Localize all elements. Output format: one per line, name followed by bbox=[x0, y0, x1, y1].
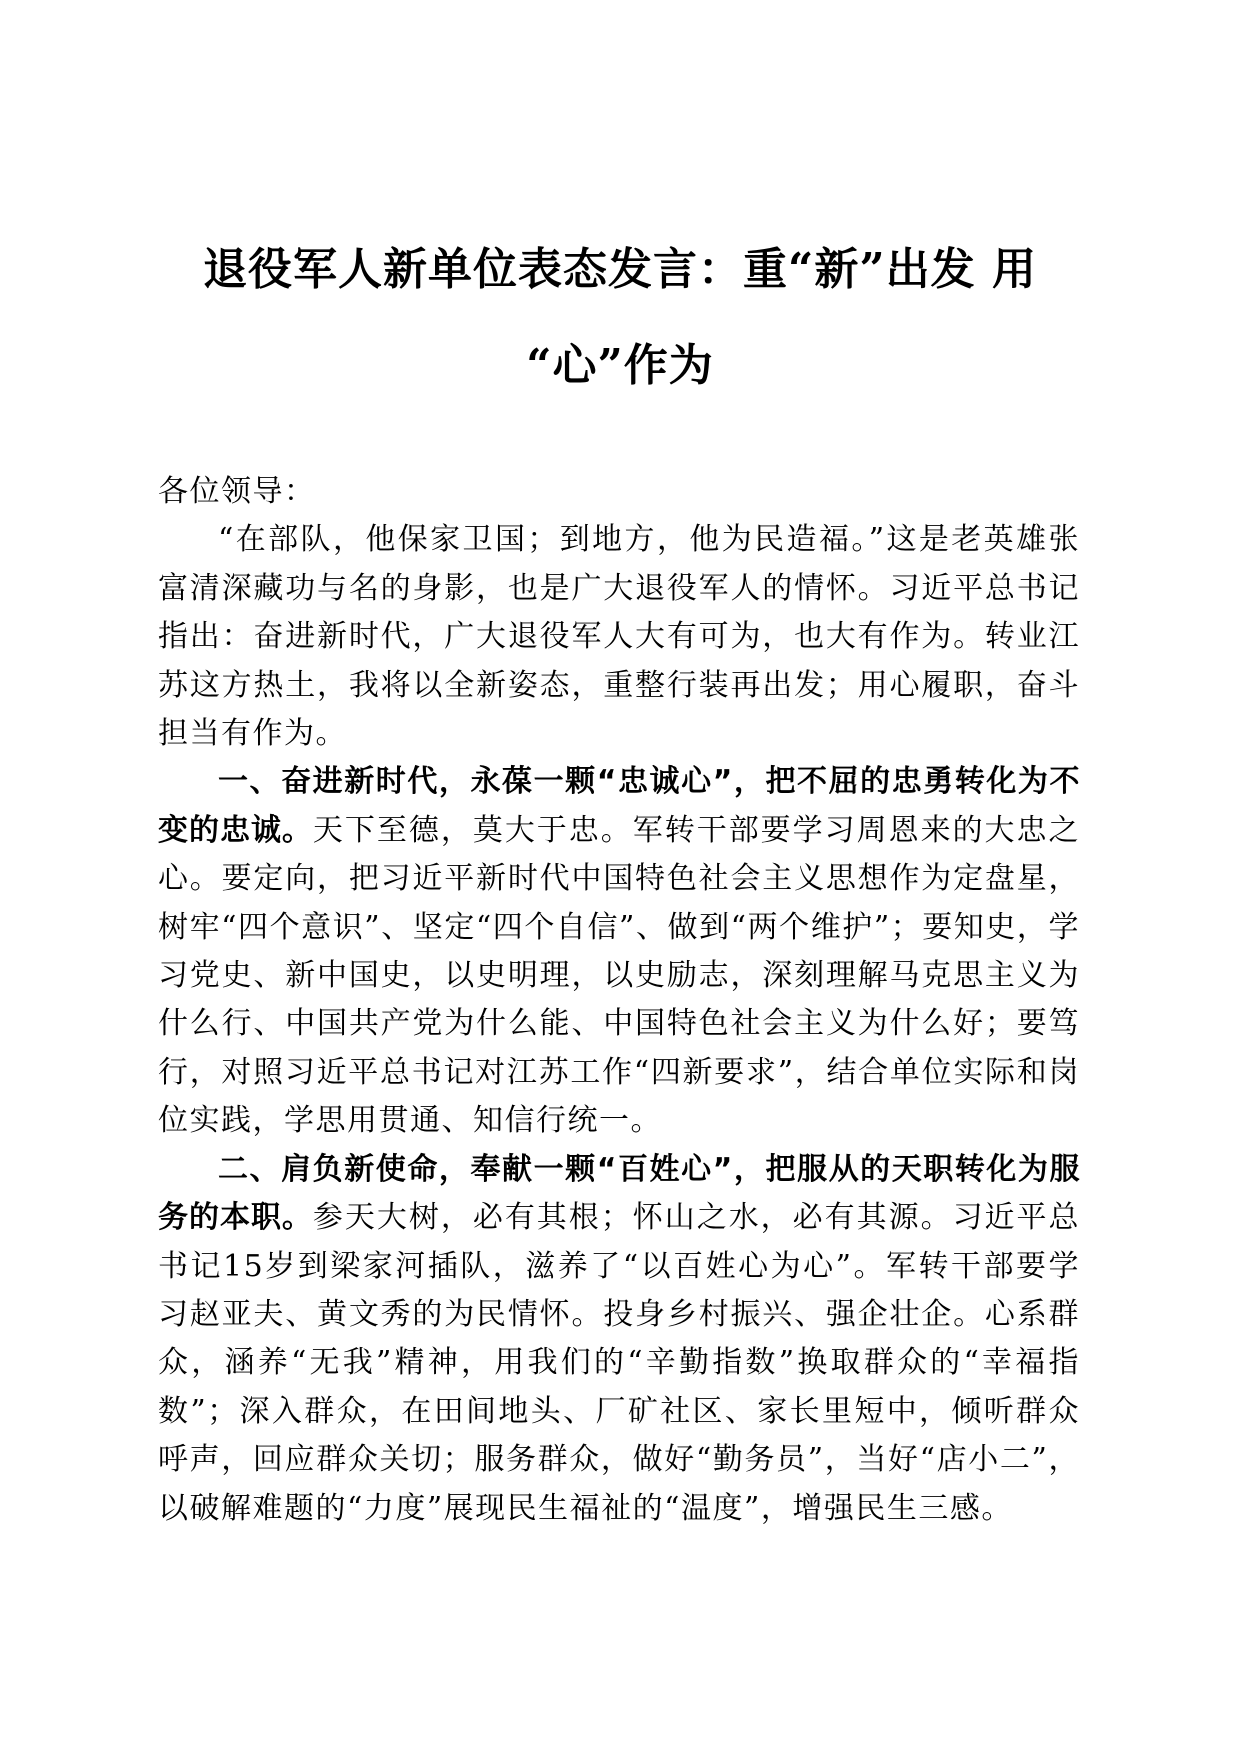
paragraph-text: 天下至德，莫大于忠。军转干部要学习周恩来的大忠之心。要定向，把习近平新时代中国特色社会主义思想作为定盘星，树牢“四个意识”、坚定“四个自信”、做到“两个维护”；要知史，学习党史、新中国史，以史明理，以史励志，深刻理解马克思主义为什么行、中国共产党为什么能、中国特色社会主义为什么好；要笃行，对照习近平总书记对江苏工作“四新要求”，结合单位实际和岗位实践，学思用贯通、知信行统一。 bbox=[158, 812, 1081, 1139]
paragraph-section-2 bbox=[158, 1146, 1080, 1533]
section-heading-1: 一、奋进新时代，永葆一颗“忠诚心”，把不屈的忠勇转化为不变的忠诚。 bbox=[158, 764, 1080, 848]
title-line-1: 退役军人新单位表态发言：重“新”出发 用 bbox=[203, 244, 1037, 295]
paragraph-intro bbox=[158, 516, 1080, 758]
document-title bbox=[150, 222, 1090, 414]
salutation: 各位领导： bbox=[158, 474, 316, 509]
section-heading-2: 二、肩负新使命，奉献一颗“百姓心”，把服从的天职转化为服务的本职。 bbox=[158, 1151, 1080, 1236]
title-line-2: “心”作为 bbox=[526, 340, 714, 391]
paragraph-section-1 bbox=[158, 758, 1080, 1145]
document-body bbox=[158, 468, 1080, 1533]
paragraph-text: 参天大树，必有其根；怀山之水，必有其源。习近平总书记15岁到梁家河插队，滋养了“以百姓心为心”。军转干部要学习赵亚夫、黄文秀的为民情怀。投身乡村振兴、强企壮企。心系群众，涵养“无我”精神，用我们的“辛勤指数”换取群众的“幸福指数”；深入群众，在田间地头、厂矿社区、家长里短中，倾听群众呼声，回应群众关切；服务群众，做好“勤务员”，当好“店小二”，以破解难题的“力度”展现民生福祉的“温度”，增强民生三感。 bbox=[158, 1200, 1081, 1526]
paragraph-text: “在部队，他保家卫国；到地方，他为民造福。”这是老英雄张富清深藏功与名的身影，也是广大退役军人的情怀。习近平总书记指出：奋进新时代，广大退役军人大有可为，也大有作为。转业江苏这方热土，我将以全新姿态，重整行装再出发；用心履职，奋斗担当有作为。 bbox=[158, 522, 1080, 752]
